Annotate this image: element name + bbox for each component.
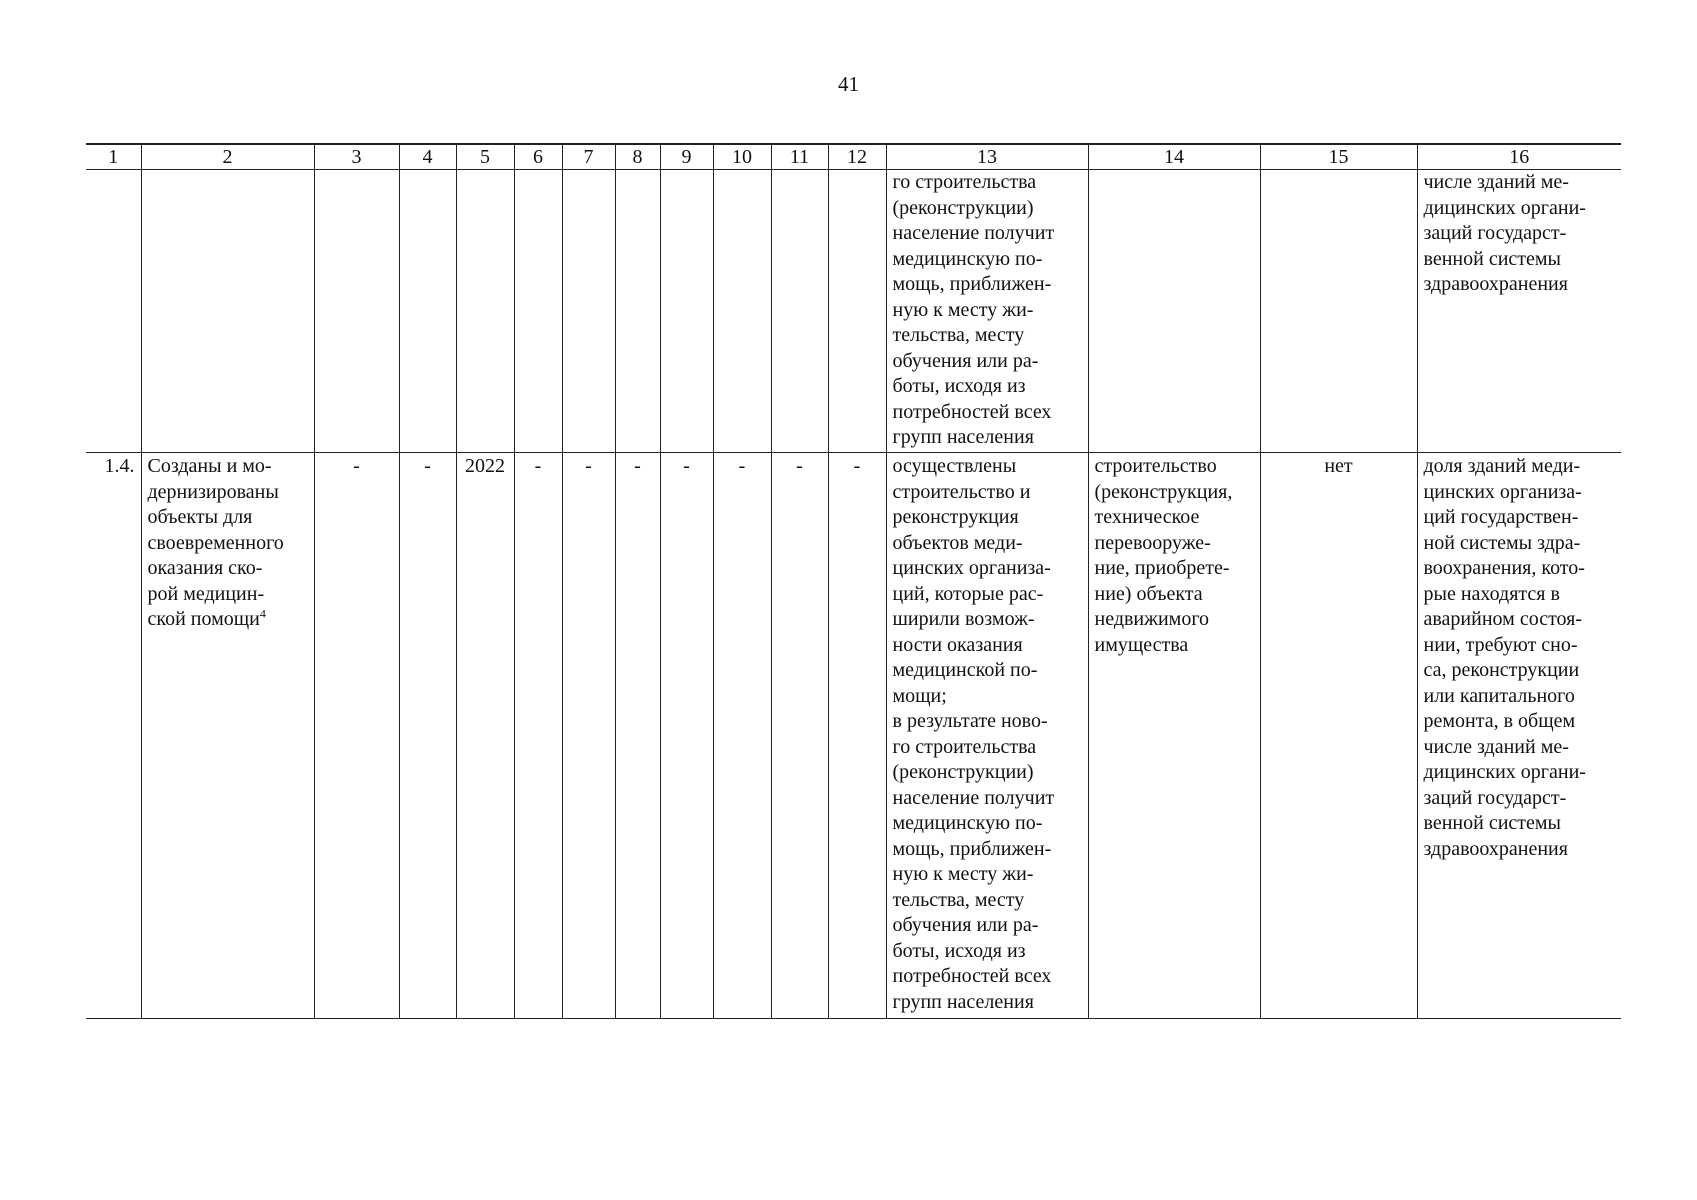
column-number: 7 [562,144,615,170]
table-cell [771,170,828,453]
column-number: 5 [456,144,514,170]
table-cell: - [660,453,713,1019]
table-cell [514,170,562,453]
result-description-cell: осуществлены строительство и реконструкция объектов меди- цинских организа- ций, которые рас- ширили возмож- ности оказания медицинской по- мощи; в результате ново- го строительства (реконструкции) население получит медицинскую по- мощь, приближен- ную к месту жи- тельства, месту обучения или ра- боты, исходя из потребностей всех групп населения [886,453,1088,1019]
table-cell [615,170,660,453]
table-cell [399,170,456,453]
indicator-description-cell: числе зданий ме- дицинских органи- заций государст- венной системы здравоохранения [1417,170,1621,453]
continued-row [86,170,1621,453]
table-cell: - [514,453,562,1019]
table-cell [660,170,713,453]
column-number: 13 [886,144,1088,170]
table-cell: - [615,453,660,1019]
column-number: 6 [514,144,562,170]
program-table [86,143,1621,1019]
table-cell [828,170,886,453]
result-description-cell: го строительства (реконструкции) население получит медицинскую по- мощь, приближен- ную к месту жи- тельства, месту обучения или ра- боты, исходя из потребностей всех групп населения [886,170,1088,453]
object-type-cell: строительство (реконструкция, техническое перевооруже- ние, приобрете- ние) объекта недвижимого имущества [1088,453,1260,1019]
table-cell [86,170,141,453]
column-number: 10 [713,144,771,170]
flag-cell: нет [1260,453,1417,1019]
table-cell [314,170,399,453]
table-cell [562,170,615,453]
column-number: 1 [86,144,141,170]
column-number: 16 [1417,144,1621,170]
column-number: 4 [399,144,456,170]
indicator-description-cell: доля зданий меди- цинских организа- ций государствен- ной системы здра- воохранения, кото- рые находятся в аварийном состоя- нии, требуют сно- са, реконструкции или капитального ремонта, в общем числе зданий ме- дицинских органи- заций государст- венной системы здравоохранения [1417,453,1621,1019]
table-row-1-4 [86,453,1621,1019]
table-cell: - [314,453,399,1019]
column-number: 3 [314,144,399,170]
table-cell: - [713,453,771,1019]
table-cell [1260,170,1417,453]
table-cell [713,170,771,453]
column-number: 12 [828,144,886,170]
task-title-cell [141,453,314,1019]
table-cell [456,170,514,453]
task-title-text: Созданы и мо- дернизированы объекты для своевременного оказания ско- рой медицин- ской помощи [147,455,284,630]
table-cell [1088,170,1260,453]
column-number: 8 [615,144,660,170]
column-number: 9 [660,144,713,170]
column-number: 15 [1260,144,1417,170]
column-number: 11 [771,144,828,170]
table-cell: - [771,453,828,1019]
table-cell: - [828,453,886,1019]
page-number: 41 [838,72,859,96]
column-number-header-row [86,144,1621,170]
table-cell: - [562,453,615,1019]
column-number: 14 [1088,144,1260,170]
table-cell: - [399,453,456,1019]
column-number: 2 [141,144,314,170]
footnote-marker: 4 [259,606,266,621]
row-number-cell: 1.4. [86,453,141,1019]
table-cell [141,170,314,453]
year-cell: 2022 [456,453,514,1019]
